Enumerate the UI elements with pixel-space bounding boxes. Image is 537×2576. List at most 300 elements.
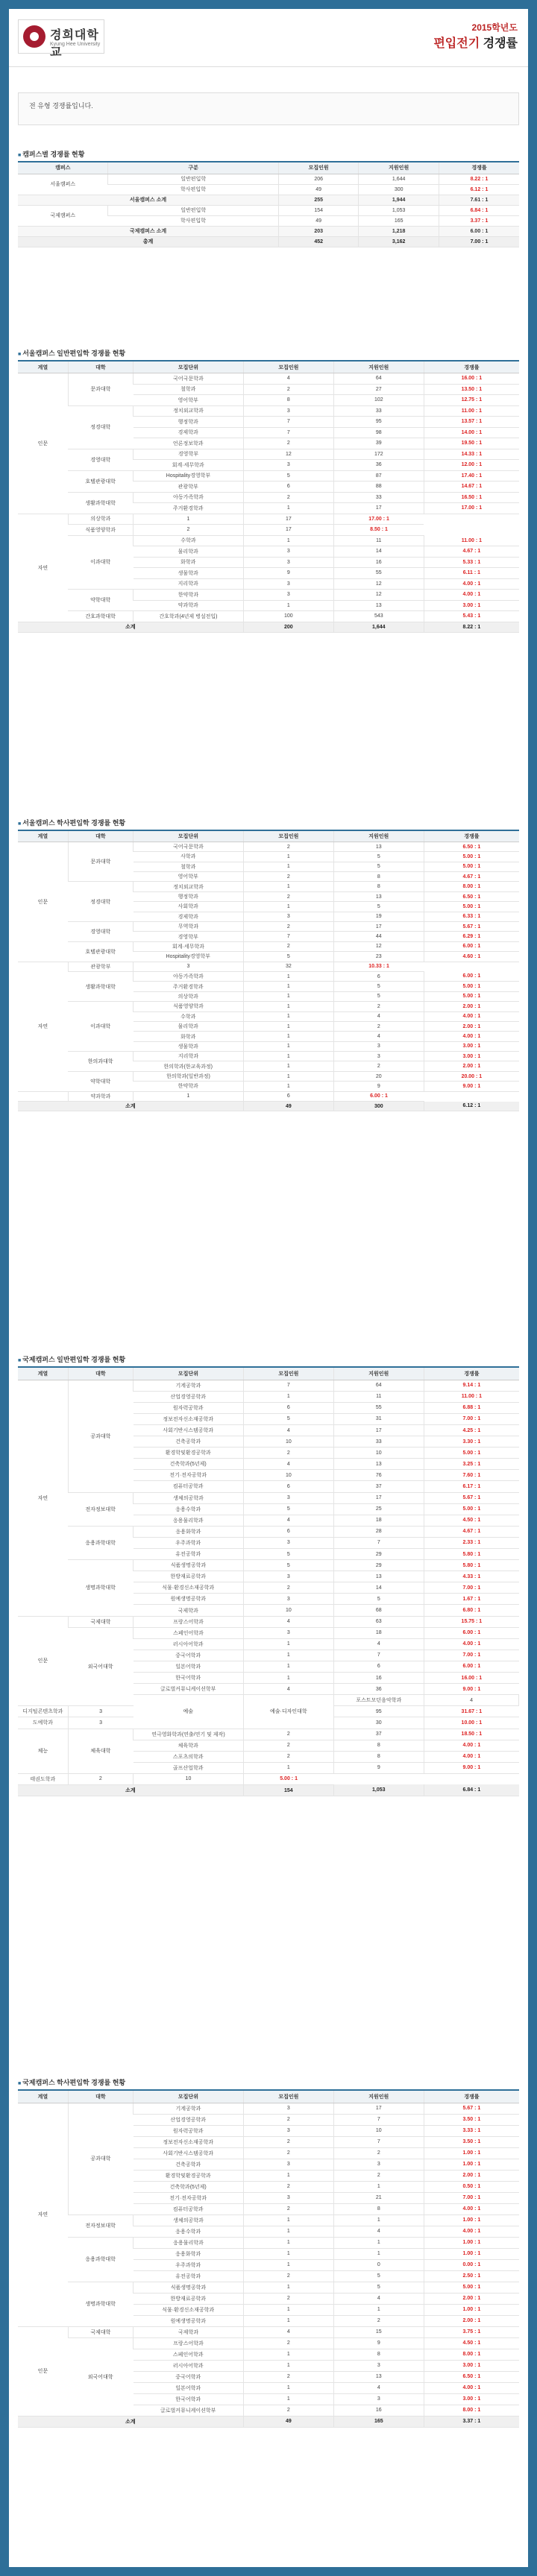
table-cell: 102 [333,395,424,406]
table-cell: 64 [333,1380,424,1391]
table-cell: 연극영화학과(연출/연기 및 제작) [134,1729,244,1740]
table-cell: 5 [243,470,333,482]
table-row [18,941,519,951]
table-row [18,470,519,482]
table-cell: 식품생명공학과 [134,2282,244,2293]
group-cell: 소계 [18,622,243,633]
group-cell: 소계 [18,1784,243,1796]
table-cell: 1 [243,1052,333,1061]
rate-cell: 15.75 : 1 [424,1616,519,1627]
table-cell: 17 [333,2103,424,2114]
rate-cell: 4.00 : 1 [424,2203,519,2214]
table-cell: 물리학과 [134,546,244,558]
table-cell: 36 [333,1684,424,1695]
rate-cell: 4.00 : 1 [424,1032,519,1041]
table-cell: 한의학과(일반과정) [134,1071,244,1081]
section-3 [18,818,519,1111]
group-cell: 서울캠퍼스 [18,174,108,195]
table-cell: 1 [243,1082,333,1091]
table-cell: 1 [243,1041,333,1051]
table-cell: 행정학과 [134,891,244,901]
table-cell: 87 [333,470,424,482]
table-cell: 11 [333,1391,424,1402]
table-cell: 1 [134,1091,244,1101]
rate-cell: 4.25 : 1 [424,1424,519,1436]
table-cell: 5 [333,982,424,991]
rate-cell: 0.00 : 1 [424,2259,519,2270]
competition-table [18,360,519,633]
table-cell: 17 [333,1424,424,1436]
university-logo[interactable] [18,19,104,59]
table-cell: 12 [243,449,333,460]
table-cell: 1 [243,1011,333,1021]
rate-cell: 1.00 : 1 [424,2248,519,2259]
table-cell: 13 [333,842,424,851]
group-cell: 호텔관광대학 [68,941,133,962]
table-cell: 1 [333,2181,424,2192]
table-cell: 한약학과 [134,1082,244,1091]
table-cell: 3 [243,405,333,417]
table-cell: 49 [278,184,359,195]
group-cell: 응용과학대학 [68,1526,133,1559]
rate-cell: 7.60 : 1 [424,1470,519,1481]
table-cell: 12 [333,578,424,590]
section-title: ■ 서울캠퍼스 일반편입학 경쟁률 현황 [18,348,519,360]
table-row [18,590,519,601]
table-cell: 관광학부 [68,962,133,971]
rate-cell: 18.50 : 1 [424,1729,519,1740]
table-cell: 국제학과 [134,2326,244,2337]
table-cell: 100 [243,611,333,622]
table-cell: 7 [333,1537,424,1548]
table-cell: 3 [243,1627,333,1638]
column-header: 모집인원 [243,2090,333,2103]
table-cell: 203 [278,226,359,236]
group-cell: 약학대학 [68,590,133,611]
table-cell: 의상학과 [134,991,244,1001]
rate-cell: 2.33 : 1 [424,1537,519,1548]
rate-cell: 1.00 : 1 [424,2147,519,2159]
table-cell: 1 [243,600,333,611]
table-cell: 포스트모던음악학과 [333,1695,424,1706]
table-cell: 3 [243,1594,333,1605]
table-cell: 아동가족학과 [134,492,244,503]
group-cell: 서울캠퍼스 소계 [18,195,278,205]
table-cell: 한국어학과 [134,1673,244,1684]
rate-cell: 4.00 : 1 [424,1638,519,1650]
rate-cell: 9.00 : 1 [424,1684,519,1695]
table-cell: 화학과 [134,557,244,568]
table-row [18,1380,519,1391]
group-cell: 인문 [18,842,68,962]
table-cell: 중국어학과 [134,2371,244,2382]
table-cell: 응용물리학과 [134,1515,244,1526]
rate-cell: 7.00 : 1 [439,236,519,247]
rate-cell: 8.50 : 1 [333,525,424,536]
table-cell: 1 [243,1021,333,1031]
table-cell: 3 [243,2125,333,2136]
table-cell: 165 [359,215,439,226]
rate-cell: 4.50 : 1 [424,1515,519,1526]
column-header: 모집인원 [243,361,333,373]
table-cell: 2 [243,1448,333,1459]
table-cell: 4 [243,1616,333,1627]
table-cell: 약과학과 [68,1091,133,1101]
rate-cell: 2.00 : 1 [424,1002,519,1011]
table-cell: 1 [243,971,333,981]
table-cell: 172 [333,449,424,460]
table-row [18,2337,519,2349]
column-header: 계열 [18,1367,68,1380]
table-cell: 7 [333,2136,424,2147]
table-row [18,1560,519,1571]
table-cell: 수학과 [134,535,244,546]
table-cell: 3 [243,460,333,471]
rate-cell: 11.00 : 1 [424,535,519,546]
table-cell: 17 [333,922,424,932]
group-cell: 예술·디자인대학 [243,1695,333,1729]
rate-cell: 3.00 : 1 [424,1041,519,1051]
rate-cell: 6.33 : 1 [424,912,519,921]
table-cell: 한방재료공학과 [134,1571,244,1582]
column-header: 모집단위 [134,830,244,842]
table-cell: 9 [333,1082,424,1091]
rate-cell: 6.84 : 1 [439,205,519,215]
competition-table [18,1366,519,1796]
rate-cell: 2.50 : 1 [424,2270,519,2282]
table-cell: 13 [333,2371,424,2382]
table-row [18,1627,519,1638]
table-cell: 14 [333,546,424,558]
table-cell: 3 [68,1717,133,1729]
table-cell: 4 [333,2293,424,2304]
rate-cell: 1.00 : 1 [424,2304,519,2315]
group-cell: 자연 [18,1380,68,1616]
column-header: 지원인원 [333,361,424,373]
notice-box: 전 유형 경쟁률입니다. [18,92,519,125]
column-header: 캠퍼스 [18,162,108,174]
table-cell: 5 [333,1594,424,1605]
table-cell: 1 [243,982,333,991]
table-cell: 95 [333,417,424,428]
table-row [18,1071,519,1081]
table-cell: 정치외교학과 [134,405,244,417]
table-row [18,611,519,622]
rate-cell: 14.00 : 1 [424,427,519,438]
section-1 [18,149,519,247]
table-cell: 2 [243,384,333,395]
table-cell: 사회기반시스템공학과 [134,2147,244,2159]
table-cell: 8 [333,1751,424,1762]
table-row [18,195,519,205]
table-cell: 4 [333,1011,424,1021]
table-cell: 2 [243,2147,333,2159]
table-cell: Hospitality경영학부 [134,952,244,962]
table-cell: 환경학및환경공학과 [134,1448,244,1459]
table-cell: 4 [243,1684,333,1695]
rate-cell: 4.00 : 1 [424,1740,519,1751]
table-cell: 8 [333,2203,424,2214]
rate-cell: 12.75 : 1 [424,395,519,406]
table-cell: 1 [243,2237,333,2248]
section-title: ■ 서울캠퍼스 학사편입학 경쟁률 현황 [18,818,519,830]
table-cell: 2 [68,1773,133,1784]
table-cell: 1 [243,1673,333,1684]
table-cell: 21 [333,2192,424,2203]
table-cell: 3 [243,1492,333,1503]
rate-cell: 16.00 : 1 [424,1673,519,1684]
table-cell: Hospitality경영학부 [134,470,244,482]
rate-cell: 1.00 : 1 [424,2237,519,2248]
table-row [18,1526,519,1537]
rate-cell: 6.00 : 1 [424,941,519,951]
group-cell: 생활과학대학 [68,971,133,1001]
group-cell: 인문 [18,373,68,514]
table-cell: 49 [243,1102,333,1111]
table-cell: 10 [333,1448,424,1459]
table-cell: 프랑스어학과 [134,2337,244,2349]
rate-cell: 5.43 : 1 [424,611,519,622]
column-header: 모집단위 [134,361,244,373]
table-cell: 건축학과(5년제) [134,2181,244,2192]
rate-cell: 9.00 : 1 [424,1762,519,1773]
table-cell: 1 [243,503,333,514]
table-cell: 정보전자신소재공학과 [134,2136,244,2147]
rate-cell: 6.12 : 1 [439,184,519,195]
table-cell: 2 [243,842,333,851]
table-row [18,1616,519,1627]
group-cell: 국제대학 [68,2326,133,2337]
table-cell: 98 [333,427,424,438]
rate-cell: 5.67 : 1 [424,922,519,932]
table-cell: 식품생명공학과 [134,1560,244,1571]
rate-cell: 2.00 : 1 [424,2170,519,2181]
table-cell: 7 [243,427,333,438]
table-cell: 1,218 [359,226,439,236]
table-cell: 식품영양학과 [134,1002,244,1011]
table-cell: 33 [333,1436,424,1448]
table-cell: 13 [333,1571,424,1582]
group-cell: 체육대학 [68,1729,133,1773]
table-cell: 165 [333,2416,424,2427]
table-cell: 우주과학과 [134,2259,244,2270]
table-cell: 9 [333,2337,424,2349]
table-cell: 1 [243,2282,333,2293]
table-row [18,236,519,247]
table-cell: 5 [243,1503,333,1515]
table-cell: 10 [243,1436,333,1448]
table-cell: 2 [243,2371,333,2382]
group-cell [18,1091,68,1101]
table-cell: 글로벌커뮤니케이션학부 [134,1684,244,1695]
group-cell: 소계 [18,1102,243,1111]
table-cell: 452 [278,236,359,247]
table-cell: 200 [243,622,333,633]
table-cell: 255 [278,195,359,205]
competition-table [18,2089,519,2428]
table-cell: 1 [243,1638,333,1650]
rate-cell: 3.00 : 1 [424,2393,519,2405]
table-cell: 10 [243,1470,333,1481]
table-cell: 31 [333,1413,424,1424]
table-row [18,1091,519,1101]
table-cell: 1 [243,1391,333,1402]
table-cell: 화학과 [134,1032,244,1041]
table-cell: 8 [333,1740,424,1751]
rate-cell: 6.11 : 1 [424,568,519,579]
column-header: 경쟁률 [424,1367,519,1380]
column-header: 모집인원 [278,162,359,174]
table-cell: 17 [333,1492,424,1503]
table-cell: 3,162 [359,236,439,247]
table-cell: 4 [333,1638,424,1650]
table-cell: 2 [243,941,333,951]
table-cell: 1 [243,1762,333,1773]
rate-cell: 4.50 : 1 [424,2337,519,2349]
table-cell: 10 [333,2125,424,2136]
table-cell: 학사편입학 [108,184,278,195]
rate-cell: 3.37 : 1 [424,2416,519,2427]
table-cell: 2 [243,2136,333,2147]
column-header: 대학 [68,830,133,842]
table-cell: 생물학과 [134,568,244,579]
table-row [18,2214,519,2226]
group-cell: 정경대학 [68,882,133,922]
table-row [18,1492,519,1503]
rate-cell: 5.80 : 1 [424,1560,519,1571]
table-cell: 무역학과 [134,922,244,932]
table-cell: 20 [333,1071,424,1081]
table-cell: 2 [243,2405,333,2416]
rate-cell: 3.00 : 1 [424,600,519,611]
rate-cell: 6.84 : 1 [424,1784,519,1796]
table-cell: 주거환경학과 [134,503,244,514]
table-cell: 식품영양학과 [68,525,133,536]
group-cell: 외국어대학 [68,1627,133,1706]
table-cell: 1,644 [359,174,439,184]
table-row [18,525,519,536]
table-cell: 3 [333,2360,424,2371]
table-row [18,2103,519,2114]
table-cell: 12 [333,590,424,601]
table-cell: 응용수학과 [134,1503,244,1515]
table-cell: 8 [333,882,424,891]
table-cell: 일본어학과 [134,1661,244,1672]
rate-cell: 17.00 : 1 [424,503,519,514]
column-header: 계열 [18,361,68,373]
table-cell: 2 [333,2315,424,2326]
rate-cell: 1.67 : 1 [424,1594,519,1605]
table-cell: 지리학과 [134,1052,244,1061]
table-cell: 4 [243,2326,333,2337]
section-title: ■ 국제캠퍼스 일반편입학 경쟁률 현황 [18,1354,519,1366]
table-cell: 4 [243,1424,333,1436]
table-cell: 64 [333,373,424,385]
table-cell: 3 [243,2159,333,2170]
table-cell: 유전공학과 [134,1549,244,1560]
table-cell: 5 [243,1560,333,1571]
section-2 [18,348,519,633]
table-cell: 9 [333,1762,424,1773]
table-cell: 76 [333,1470,424,1481]
section-5 [18,2077,519,2428]
table-cell: 1,053 [359,205,439,215]
rate-cell: 6.12 : 1 [424,1102,519,1111]
rate-cell: 6.50 : 1 [424,842,519,851]
table-cell: 10 [134,1773,244,1784]
rate-cell: 5.00 : 1 [243,1773,333,1784]
rate-cell: 3.30 : 1 [424,1436,519,1448]
group-cell: 체능 [18,1729,68,1773]
table-cell: 9 [243,568,333,579]
table-cell: 68 [333,1605,424,1616]
rate-cell: 6.00 : 1 [424,1661,519,1672]
rate-cell: 5.00 : 1 [424,902,519,912]
table-cell: 글로벌커뮤니케이션학부 [134,2405,244,2416]
table-cell: 300 [333,1102,424,1111]
table-cell: 6 [243,1481,333,1492]
group-cell: 국제대학 [68,1616,133,1627]
table-cell: 95 [333,1706,424,1717]
rate-cell: 5.80 : 1 [424,1549,519,1560]
table-cell: 154 [243,1784,333,1796]
rate-cell: 13.50 : 1 [424,384,519,395]
group-cell: 총계 [18,236,278,247]
table-cell: 30 [333,1717,424,1729]
group-cell: 응용과학대학 [68,2237,133,2282]
table-cell: 컴퓨터공학과 [134,2203,244,2214]
table-cell: 44 [333,932,424,941]
table-cell: 약과학과 [134,600,244,611]
table-cell: 7 [243,1380,333,1391]
table-cell: 관광학부 [134,482,244,493]
table-cell: 생체의공학과 [134,2214,244,2226]
table-cell: 기계공학과 [134,1380,244,1391]
rate-cell: 4.67 : 1 [424,872,519,882]
table-cell: 철학과 [134,862,244,871]
table-row [18,922,519,932]
group-cell: 자연 [18,2103,68,2326]
table-cell: 63 [333,1616,424,1627]
table-row [18,1002,519,1011]
column-header: 지원인원 [333,2090,424,2103]
column-header: 대학 [68,2090,133,2103]
rate-cell: 3.37 : 1 [439,215,519,226]
table-cell: 17 [243,514,333,525]
group-cell: 국제캠퍼스 [18,205,108,226]
rate-cell: 4.00 : 1 [424,2382,519,2393]
rate-cell: 3.75 : 1 [424,2326,519,2337]
rate-cell: 3.33 : 1 [424,2125,519,2136]
table-cell: 55 [333,1402,424,1413]
table-cell: 3 [333,1041,424,1051]
table-cell: 2 [243,891,333,901]
rate-cell: 6.50 : 1 [424,891,519,901]
table-cell: 식물·환경신소재공학과 [134,2304,244,2315]
table-cell: 7 [243,417,333,428]
rate-cell: 17.40 : 1 [424,470,519,482]
table-cell: 17 [243,525,333,536]
table-cell: 3 [333,1052,424,1061]
table-cell: 중국어학과 [134,1650,244,1661]
group-cell: 정경대학 [68,405,133,449]
table-cell: 4 [333,1032,424,1041]
rate-cell: 13.57 : 1 [424,417,519,428]
table-cell: 7 [243,932,333,941]
column-header: 경쟁률 [424,361,519,373]
table-cell: 4 [333,2382,424,2393]
section-title: ■ 캠퍼스별 경쟁률 현황 [18,149,519,161]
